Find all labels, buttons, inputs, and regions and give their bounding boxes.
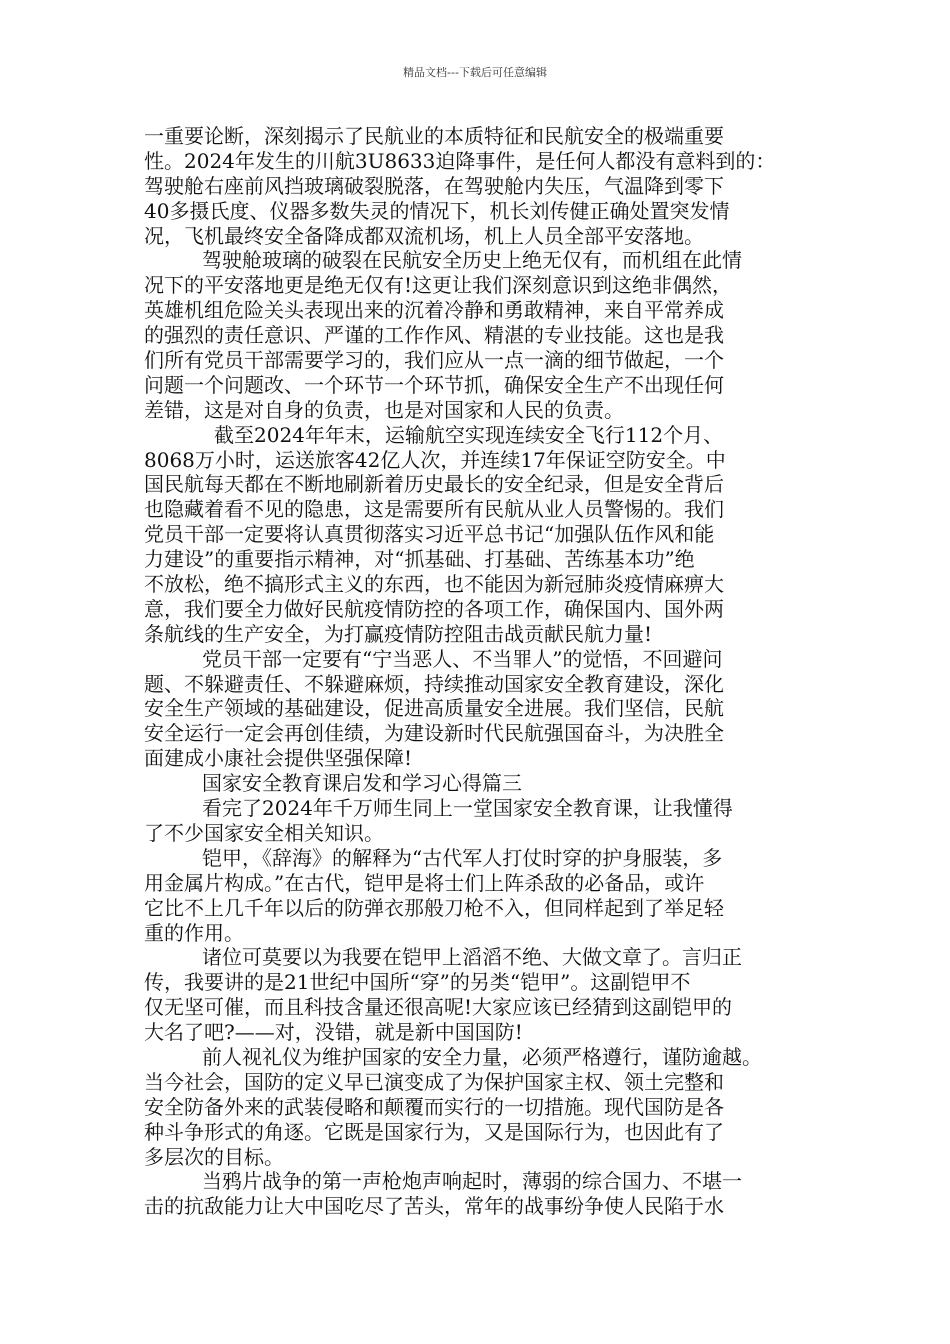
- text-line: 国民航每天都在不断地刷新着历史最长的安全纪录，但是安全背后: [144, 472, 724, 497]
- text-line: 力建设”的重要指示精神，对“抓基础、打基础、苦练基本功”绝: [144, 547, 695, 572]
- text-line: 意，我们要全力做好民航疫情防控的各项工作，确保国内、国外两: [144, 596, 724, 621]
- text-line: 击的抗敌能力让大中国吃尽了苦头，常年的战事纷争使人民陷于水: [144, 1194, 724, 1219]
- text-line: 截至2024年年末，运输航空实现连续安全飞行112个月、: [214, 422, 724, 447]
- text-line: 们所有党员干部需要学习的，我们应从一点一滴的细节做起，一个: [144, 348, 724, 373]
- text-line: 安全防备外来的武装侵略和颠覆而实行的一切措施。现代国防是各: [144, 1094, 724, 1119]
- text-line: 它比不上几千年以后的防弹衣那般刀枪不入，但同样起到了举足轻: [144, 895, 724, 920]
- text-line: 当今社会，国防的定义早已演变成了为保护国家主权、领土完整和: [144, 1069, 724, 1094]
- text-line: 的强烈的责任意识、严谨的工作作风、精湛的专业技能。这也是我: [144, 323, 724, 348]
- text-line: 性。2024年发生的川航3U8633迫降事件，是任何人都没有意料到的：: [144, 148, 776, 173]
- text-line: 传，我要讲的是21世纪中国所“穿”的另类“铠甲”。这副铠甲不: [144, 970, 691, 995]
- text-line: 况，飞机最终安全备降成都双流机场，机上人员全部平安落地。: [144, 223, 704, 248]
- text-line: 驾驶舱玻璃的破裂在民航安全历史上绝无仅有，而机组在此情: [202, 248, 742, 273]
- text-line: 一重要论断，深刻揭示了民航业的本质特征和民航安全的极端重要: [144, 124, 724, 148]
- text-line: 40多摄氏度、仪器多数失灵的情况下，机长刘传健正确处置突发情: [144, 198, 730, 223]
- text-line: 党员干部一定要将认真贯彻落实习近平总书记“加强队伍作风和能: [144, 522, 715, 547]
- text-line: 安全生产领域的基础建设，促进高质量安全进展。我们坚信，民航: [144, 696, 724, 721]
- text-line: 面建成小康社会提供坚强保障!: [144, 746, 413, 771]
- text-line: 多层次的目标。: [144, 1144, 284, 1169]
- text-line: 况下的平安落地更是绝无仅有!这更让我们深刻意识到这绝非偶然，: [144, 273, 733, 298]
- text-line: 国家安全教育课启发和学习心得篇三: [202, 771, 522, 796]
- text-line: 了不少国家安全相关知识。: [144, 820, 384, 845]
- text-line: 当鸦片战争的第一声枪炮声响起时，薄弱的综合国力、不堪一: [202, 1169, 742, 1194]
- text-line: 大名了吧?——对，没错，就是新中国国防!: [144, 1020, 523, 1045]
- text-line: 看完了2024年千万师生同上一堂国家安全教育课，让我懂得: [202, 796, 733, 821]
- text-line: 英雄机组危险关头表现出来的沉着冷静和勇敢精神，来自平常养成: [144, 298, 724, 323]
- text-line: 前人视礼仪为维护国家的安全力量，必须严格遵行，谨防逾越。: [202, 1044, 762, 1069]
- text-line: 也隐藏着看不见的隐患，这是需要所有民航从业人员警惕的。我们: [144, 497, 724, 522]
- text-line: 仅无坚可催，而且科技含量还很高呢!大家应该已经猜到这副铠甲的: [144, 995, 733, 1020]
- text-line: 重的作用。: [144, 920, 244, 945]
- text-line: 问题一个问题改、一个环节一个环节抓，确保安全生产不出现任何: [144, 372, 724, 397]
- text-line: 驾驶舱右座前风挡玻璃破裂脱落，在驾驶舱内失压，气温降到零下: [144, 173, 724, 198]
- text-line: 安全运行一定会再创佳绩，为建设新时代民航强国奋斗，为决胜全: [144, 721, 724, 746]
- text-line: 种斗争形式的角逐。它既是国家行为，又是国际行为，也因此有了: [144, 1119, 724, 1144]
- text-line: 8068万小时，运送旅客42亿人次，并连续17年保证空防安全。中: [144, 447, 726, 472]
- text-line: 铠甲，《辞海》的解释为“古代军人打仗时穿的护身服装，多: [202, 845, 723, 870]
- text-line: 诸位可莫要以为我要在铠甲上滔滔不绝、大做文章了。言归正: [202, 945, 742, 970]
- text-line: 差错，这是对自身的负责，也是对国家和人民的负责。: [144, 397, 624, 422]
- text-line: 党员干部一定要有“宁当恶人、不当罪人”的觉悟，不回避问: [202, 646, 723, 671]
- text-line: 题、不躲避责任、不躲避麻烦，持续推动国家安全教育建设，深化: [144, 671, 724, 696]
- text-line: 不放松，绝不搞形式主义的东西，也不能因为新冠肺炎疫情麻痹大: [144, 572, 724, 597]
- page-header: 精品文档---下载后可任意编辑: [403, 66, 547, 79]
- document-body: [144, 124, 824, 1219]
- text-line: 条航线的生产安全，为打赢疫情防控阻击战贡献民航力量!: [144, 621, 653, 646]
- text-line: 用金属片构成。”在古代，铠甲是将士们上阵杀敌的必备品，或许: [144, 870, 705, 895]
